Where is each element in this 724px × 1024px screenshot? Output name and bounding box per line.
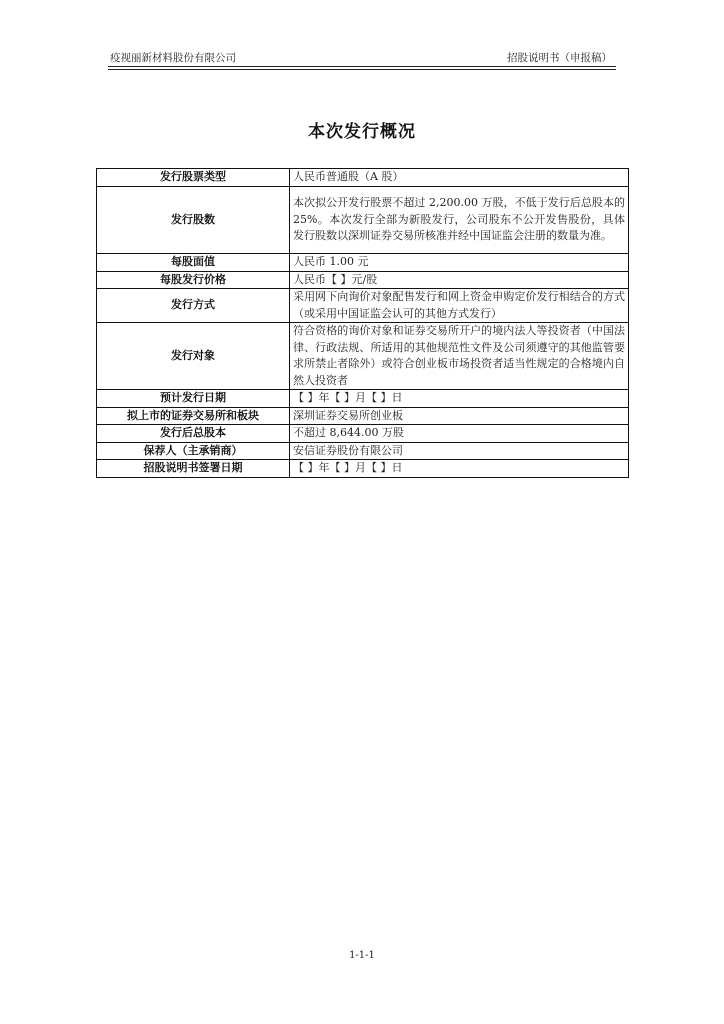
table-row	[97, 323, 629, 390]
header-rule-thin	[108, 69, 616, 70]
row-value: 【 】年【 】月【 】日	[290, 460, 629, 478]
row-label: 拟上市的证券交易所和板块	[97, 407, 290, 425]
header-rule	[108, 66, 616, 67]
row-value: 【 】年【 】月【 】日	[290, 390, 629, 408]
table-row	[97, 187, 629, 254]
issuance-overview-table	[96, 168, 629, 478]
table-row	[97, 407, 629, 425]
row-label: 发行对象	[97, 323, 290, 390]
row-label: 每股发行价格	[97, 271, 290, 289]
table-row	[97, 390, 629, 408]
row-label: 预计发行日期	[97, 390, 290, 408]
company-name: 疫视丽新材料股份有限公司	[110, 52, 236, 64]
row-label: 每股面值	[97, 254, 290, 272]
table-row	[97, 271, 629, 289]
row-value: 安信证券股份有限公司	[290, 442, 629, 460]
page-number: 1-1-1	[349, 950, 375, 961]
row-label: 保荐人（主承销商）	[97, 442, 290, 460]
row-label: 发行股数	[97, 187, 290, 254]
table-row	[97, 442, 629, 460]
row-label: 发行方式	[97, 289, 290, 323]
row-value: 人民币普通股（A 股）	[290, 169, 629, 187]
row-label: 招股说明书签署日期	[97, 460, 290, 478]
row-label: 发行股票类型	[97, 169, 290, 187]
table-row	[97, 254, 629, 272]
page-header	[108, 50, 616, 66]
row-value: 符合资格的询价对象和证券交易所开户的境内法人等投资者（中国法律、行政法规、所适用的其他规范性文件及公司须遵守的其他监管要求所禁止者除外）或符合创业板市场投资者适当性规定的合格境内自然人投资者	[290, 323, 629, 390]
table-row	[97, 425, 629, 443]
table-row	[97, 169, 629, 187]
row-value: 不超过 8,644.00 万股	[290, 425, 629, 443]
row-value: 深圳证券交易所创业板	[290, 407, 629, 425]
row-value: 人民币 1.00 元	[290, 254, 629, 272]
table-row	[97, 289, 629, 323]
row-label: 发行后总股本	[97, 425, 290, 443]
page-title: 本次发行概况	[308, 122, 416, 142]
table-row	[97, 460, 629, 478]
row-value: 采用网下向询价对象配售发行和网上资金申购定价发行相结合的方式（或采用中国证监会认可的其他方式发行）	[290, 289, 629, 323]
document-type: 招股说明书（申报稿）	[507, 52, 612, 64]
row-value: 本次拟公开发行股票不超过 2,200.00 万股，不低于发行后总股本的 25%。本次发行全部为新股发行，公司股东不公开发售股份，具体发行股数以深圳证券交易所核准并经中国证监会注册的数量为准。	[290, 187, 629, 254]
row-value: 人民币【 】元/股	[290, 271, 629, 289]
